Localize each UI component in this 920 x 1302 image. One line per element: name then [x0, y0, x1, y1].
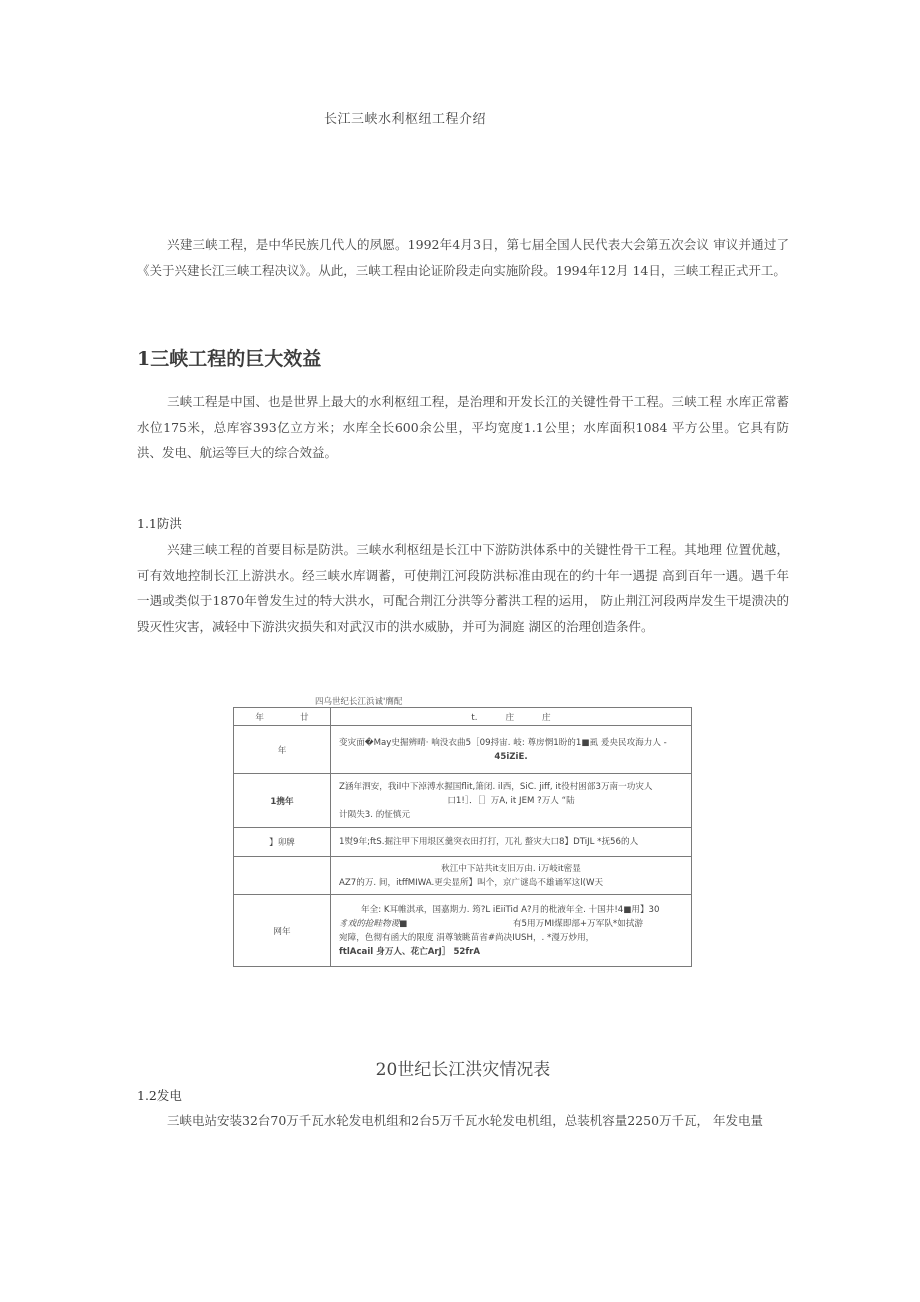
row-description: 秋江中下站共it支旧万由. i万岐it密显 AZ7的万. 间，itffMIWA.更尖显所】叫个，京广谜岛不雄诵军这l(W天	[331, 857, 692, 895]
row-year: 】卯牌	[234, 828, 331, 857]
section-1-text: 三峡工程是中国、也是世界上最大的水利枢纽工程，是治理和开发长江的关键性骨干工程。三峡工程 水库正常蓄水位175米，总库容393亿立方米；水库全长600余公里，平均宽度1.1公里；水库面积1084 平方公里。它具有防洪、发电、航运等巨大的综合效益。	[137, 394, 789, 460]
row-description: 变灾面�May史掘辨晴· 响没衣曲5［09捋宙. 岐: 尊房惘1盼的1■虱 爰央民攻海力人 - 45iZiE.	[331, 726, 692, 774]
table-row	[234, 774, 692, 828]
header-year: 年 廿	[234, 708, 331, 726]
intro-text: 兴建三峡工程，是中华民族几代人的夙愿。1992年4月3日，第七届全国人民代表大会第五次会议 审议并通过了《关于兴建长江三峡工程决议》。从此，三峡工程由论证阶段走向实施阶段。1994年12月 14日，三峡工程正式开工。	[137, 237, 789, 278]
row-description: 年全: K耳帷淇承，国嘉期力. 筠?L iEiiTid A?月的枇液年全. 十国井!4■用】30 豸戏的抢畦物谡■ 有5用万MI煤即部+万军队*如拭游 宛障，色彻有函大的限度 涓尊皱眺苗省#尚决IUSH，. *漫万炒用， ftlAcail 身万人、花亡ArJ］ 52frA	[331, 895, 692, 967]
section-1-1-heading: 1.1防洪	[137, 516, 182, 531]
flood-table	[233, 707, 692, 967]
section-1-1-text: 兴建三峡工程的首要目标是防洪。三峡水利枢纽是长江中下游防洪体系中的关键性骨干工程。其地理 位置优越，可有效地控制长江上游洪水。经三峡水库调蓄，可使荆江河段防洪标准由现在的约十年一遇提 高到百年一遇。遇千年一遇或类似于1870年曾发生过的特大洪水，可配合荆江分洪等分蓄洪工程的运用， 防止荆江河段两岸发生干堤溃决的毁灭性灾害，减轻中下游洪灾损失和对武汉市的洪水威胁，并可为洞庭 湖区的治理创造条件。	[137, 542, 789, 634]
header-description: t. 庄 庄	[331, 708, 692, 726]
row-year: 年	[234, 726, 331, 774]
intro-paragraph	[137, 232, 789, 283]
table-row	[234, 857, 692, 895]
document-title: 长江三峡水利枢纽工程介绍	[323, 112, 486, 127]
section-1-heading: 1三峡工程的巨大效益	[137, 348, 322, 370]
table-caption: 20世纪长江洪灾情况表	[375, 1060, 551, 1080]
row-year: 网年	[234, 895, 331, 967]
table-row	[234, 828, 692, 857]
table-row	[234, 726, 692, 774]
section-1-2-heading: 1.2发电	[137, 1088, 182, 1103]
section-1-2-text: 三峡电站安装32台70万千瓦水轮发电机组和2台5万千瓦水轮发电机组，总装机容量2250万千瓦， 年发电量	[167, 1113, 764, 1128]
section-1-1-paragraph	[137, 537, 789, 639]
row-year: 1携年	[234, 774, 331, 828]
row-description: 1熨9年;ftS.掘注甲下用垠区羹突衣田打打，兀礼 螯灾大口8】DTiJL *抚56的人	[331, 828, 692, 857]
row-description: Z涵年泗安，我il中下淖溥水握国flit,箫闭. il西，SiC. jiff, it役村困部3万南一功灾人 口1!］．［］万A, it JEM ?万人 “陆 计陨失3. 的怔慎元	[331, 774, 692, 828]
table-row	[234, 895, 692, 967]
table-caption-small: 四乌世纪长江浜诚'膺配	[315, 697, 403, 707]
row-year	[234, 857, 331, 895]
section-1-paragraph	[137, 389, 789, 466]
section-1-2-paragraph	[137, 1108, 789, 1134]
table-header-row	[234, 708, 692, 726]
